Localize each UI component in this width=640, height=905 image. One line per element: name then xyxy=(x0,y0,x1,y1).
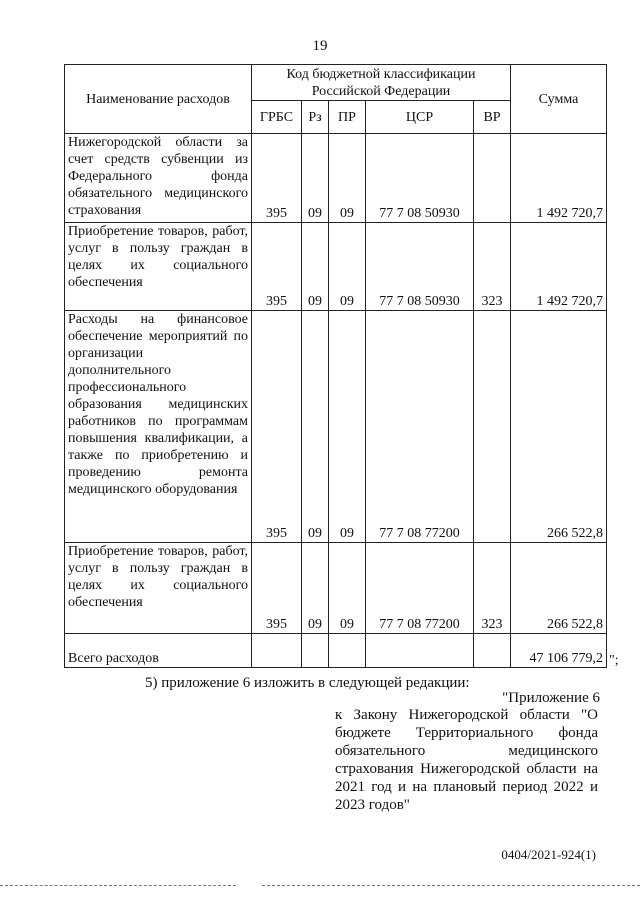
table-row xyxy=(65,134,607,223)
page-number: 19 xyxy=(312,38,328,54)
header-vr: ВР xyxy=(474,101,511,134)
header-code-group: Код бюджетной классификации Российской Федерации xyxy=(252,65,511,101)
total-row xyxy=(65,634,607,668)
closing-quote-mark: "; xyxy=(609,653,619,668)
total-sum: 47 106 779,2 xyxy=(511,634,607,668)
row-vr xyxy=(474,311,511,543)
appendix-reference: к Закону Нижегородской области "О бюджете Территориального фонда обязательного медицинского страхования Нижегородской области на 2021 год и на плановый период 2022 и 2023 годов" xyxy=(335,707,598,813)
row-grbs: 395 xyxy=(252,223,302,311)
header-name: Наименование расходов xyxy=(65,65,252,134)
header-rz: Рз xyxy=(302,101,329,134)
bottom-divider-right xyxy=(262,885,640,886)
row-sum: 266 522,8 xyxy=(511,311,607,543)
row-csr: 77 7 08 50930 xyxy=(366,223,474,311)
row-grbs: 395 xyxy=(252,543,302,634)
document-code: 0404/2021-924(1) xyxy=(501,847,596,862)
row-vr: 323 xyxy=(474,223,511,311)
row-rz: 09 xyxy=(302,543,329,634)
row-grbs: 395 xyxy=(252,134,302,223)
row-name: Приобретение товаров, работ, услуг в пользу граждан в целях их социального обеспечения xyxy=(65,223,252,311)
header-grbs: ГРБС xyxy=(252,101,302,134)
row-sum: 1 492 720,7 xyxy=(511,223,607,311)
row-sum: 266 522,8 xyxy=(511,543,607,634)
row-grbs: 395 xyxy=(252,311,302,543)
total-label: Всего расходов xyxy=(65,634,252,668)
header-csr: ЦСР xyxy=(366,101,474,134)
table-row xyxy=(65,543,607,634)
bottom-divider-left xyxy=(0,885,236,886)
row-csr: 77 7 08 77200 xyxy=(366,311,474,543)
expense-table xyxy=(64,64,607,668)
row-csr: 77 7 08 77200 xyxy=(366,543,474,634)
row-name: Нижегородской области за счет средств субвенции из Федерального фонда обязательного медицинского страхования xyxy=(65,134,252,223)
row-rz: 09 xyxy=(302,134,329,223)
row-vr: 323 xyxy=(474,543,511,634)
table-row xyxy=(65,223,607,311)
header-pr: ПР xyxy=(329,101,366,134)
row-pr: 09 xyxy=(329,223,366,311)
row-name: Приобретение товаров, работ, услуг в пользу граждан в целях их социального обеспечения xyxy=(65,543,252,634)
amendment-text: 5) приложение 6 изложить в следующей редакции: xyxy=(145,675,470,691)
row-vr xyxy=(474,134,511,223)
row-pr: 09 xyxy=(329,311,366,543)
row-rz: 09 xyxy=(302,223,329,311)
appendix-title: "Приложение 6 xyxy=(502,690,600,706)
row-rz: 09 xyxy=(302,311,329,543)
row-pr: 09 xyxy=(329,134,366,223)
row-name: Расходы на финансовое обеспечение мероприятий по организации дополнительного профессионального образования медицинских работников по программам повышения квалификации, а также по приобретению и проведению ремонта медицинского оборудования xyxy=(65,311,252,543)
row-csr: 77 7 08 50930 xyxy=(366,134,474,223)
row-sum: 1 492 720,7 xyxy=(511,134,607,223)
header-sum: Сумма xyxy=(511,65,607,134)
table-row xyxy=(65,311,607,543)
row-pr: 09 xyxy=(329,543,366,634)
